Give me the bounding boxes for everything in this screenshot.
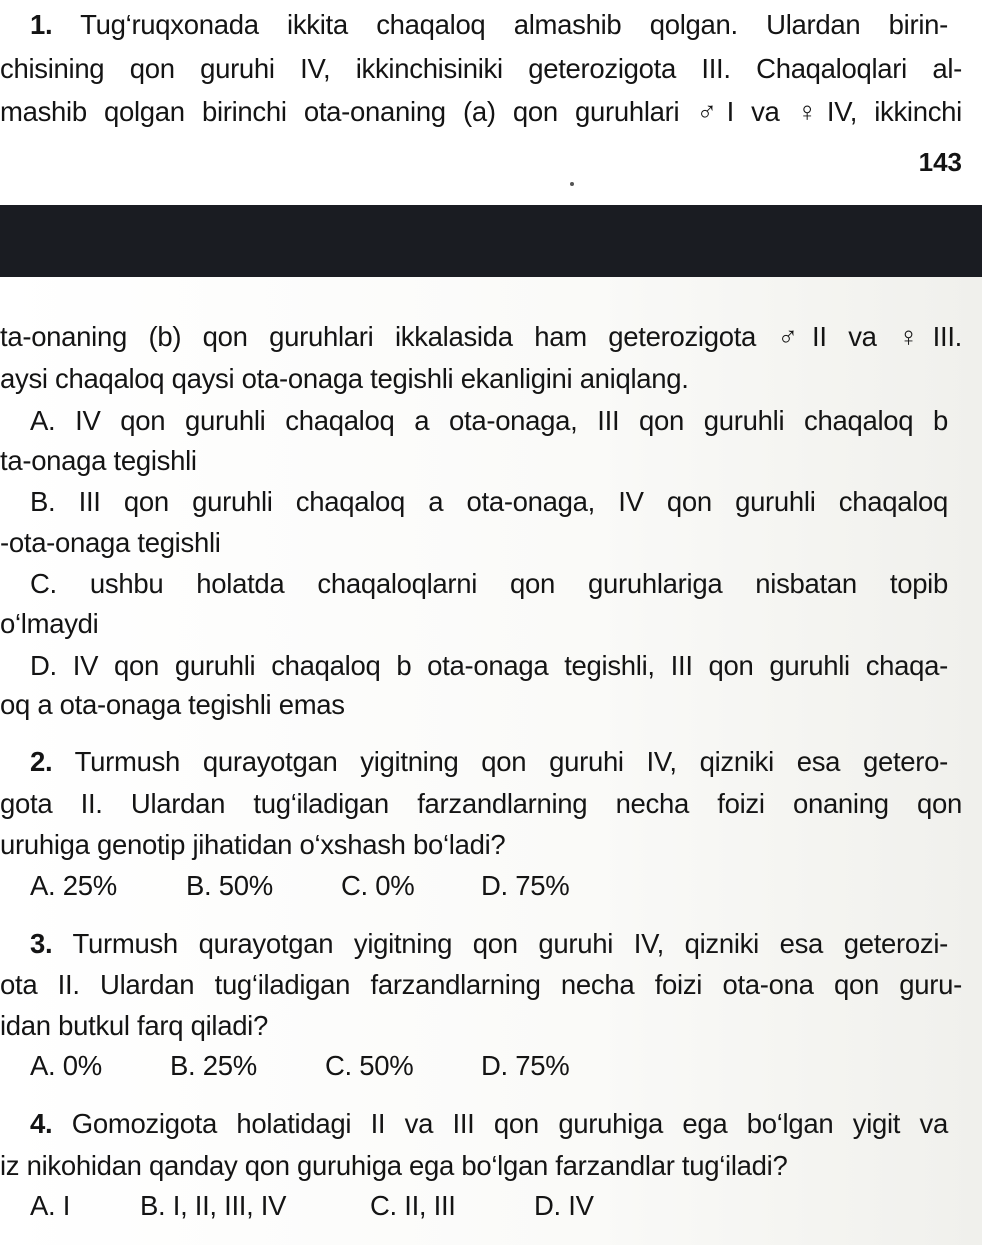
q2-option-b: B. 50% <box>186 870 273 901</box>
next-page-fragment <box>0 277 982 1245</box>
q1-number: 1. <box>30 9 53 40</box>
page-number: 143 <box>918 147 962 177</box>
q2-option-d: D. 75% <box>481 870 570 901</box>
q4-line-2: iz nikohidan qanday qon guruhiga ega bo‘lgan farzandlar tug‘iladi? <box>0 1150 788 1181</box>
q2-option-a: A. 25% <box>30 870 117 901</box>
q3-number: 3. <box>30 928 53 959</box>
q2-number: 2. <box>30 746 53 777</box>
q1-option-d-cont: oq a ota-onaga tegishli emas <box>0 689 345 720</box>
q2-line-1: 2. Turmush qurayotgan yigitning qon guruhi IV, qizniki esa getero- <box>30 746 948 777</box>
q3-line-2: ota II. Ulardan tug‘iladigan farzandlarning necha foizi ota-ona qon guru- <box>0 969 962 1000</box>
q4-line-1: 4. Gomozigota holatidagi II va III qon guruhiga ega bo‘lgan yigit va <box>30 1108 948 1139</box>
q1-option-a-cont: ta-onaga tegishli <box>0 445 197 476</box>
print-speck <box>570 182 574 186</box>
q3-line-1: 3. Turmush qurayotgan yigitning qon guruhi IV, qizniki esa geterozi- <box>30 928 949 959</box>
q4-option-a: A. I <box>30 1190 71 1221</box>
q3-option-c: C. 50% <box>325 1050 414 1081</box>
q3-option-d: D. 75% <box>481 1050 570 1081</box>
q1-option-a: A. IV qon guruhli chaqaloq a ota-onaga, III qon guruhli chaqaloq b <box>30 405 948 436</box>
q3-line-3: idan butkul farq qiladi? <box>0 1010 268 1041</box>
q1-option-b-cont: -ota-onaga tegishli <box>0 527 221 558</box>
q1-line-2: chisining qon guruhi IV, ikkinchisiniki geterozigota III. Chaqaloqlari al- <box>0 53 962 84</box>
q1-line-3: mashib qolgan birinchi ota-onaning (a) qon guruhlari ♂I va ♀IV, ikkinchi <box>0 96 962 127</box>
q3-option-b: B. 25% <box>170 1050 257 1081</box>
q1-line-4: ta-onaning (b) qon guruhlari ikkalasida ham geterozigota ♂II va ♀III. <box>0 321 962 352</box>
q4-number: 4. <box>30 1108 53 1139</box>
q4-option-c: C. II, III <box>370 1190 456 1221</box>
previous-page-fragment <box>0 0 982 205</box>
q1-option-b: B. III qon guruhli chaqaloq a ota-onaga, IV qon guruhli chaqaloq <box>30 486 948 517</box>
q2-line-3: uruhiga genotip jihatidan o‘xshash bo‘ladi? <box>0 829 506 860</box>
q2-option-c: C. 0% <box>341 870 415 901</box>
q1-line-1: 1. Tug‘ruqxonada ikkita chaqaloq almashib qolgan. Ulardan birin- <box>30 9 949 40</box>
q4-option-b: B. I, II, III, IV <box>140 1190 287 1221</box>
q1-line-5: aysi chaqaloq qaysi ota-onaga tegishli ekanligini aniqlang. <box>0 363 689 394</box>
q1-option-c-cont: o‘lmaydi <box>0 608 99 639</box>
q1-option-c: C. ushbu holatda chaqaloqlarni qon guruhlariga nisbatan topib <box>30 568 948 599</box>
q2-line-2: gota II. Ulardan tug‘iladigan farzandlarning necha foizi onaning qon <box>0 788 962 819</box>
q3-option-a: A. 0% <box>30 1050 102 1081</box>
dark-page-gap <box>0 205 982 277</box>
q1-option-d: D. IV qon guruhli chaqaloq b ota-onaga tegishli, III qon guruhli chaqa- <box>30 650 948 681</box>
q4-option-d: D. IV <box>534 1190 594 1221</box>
